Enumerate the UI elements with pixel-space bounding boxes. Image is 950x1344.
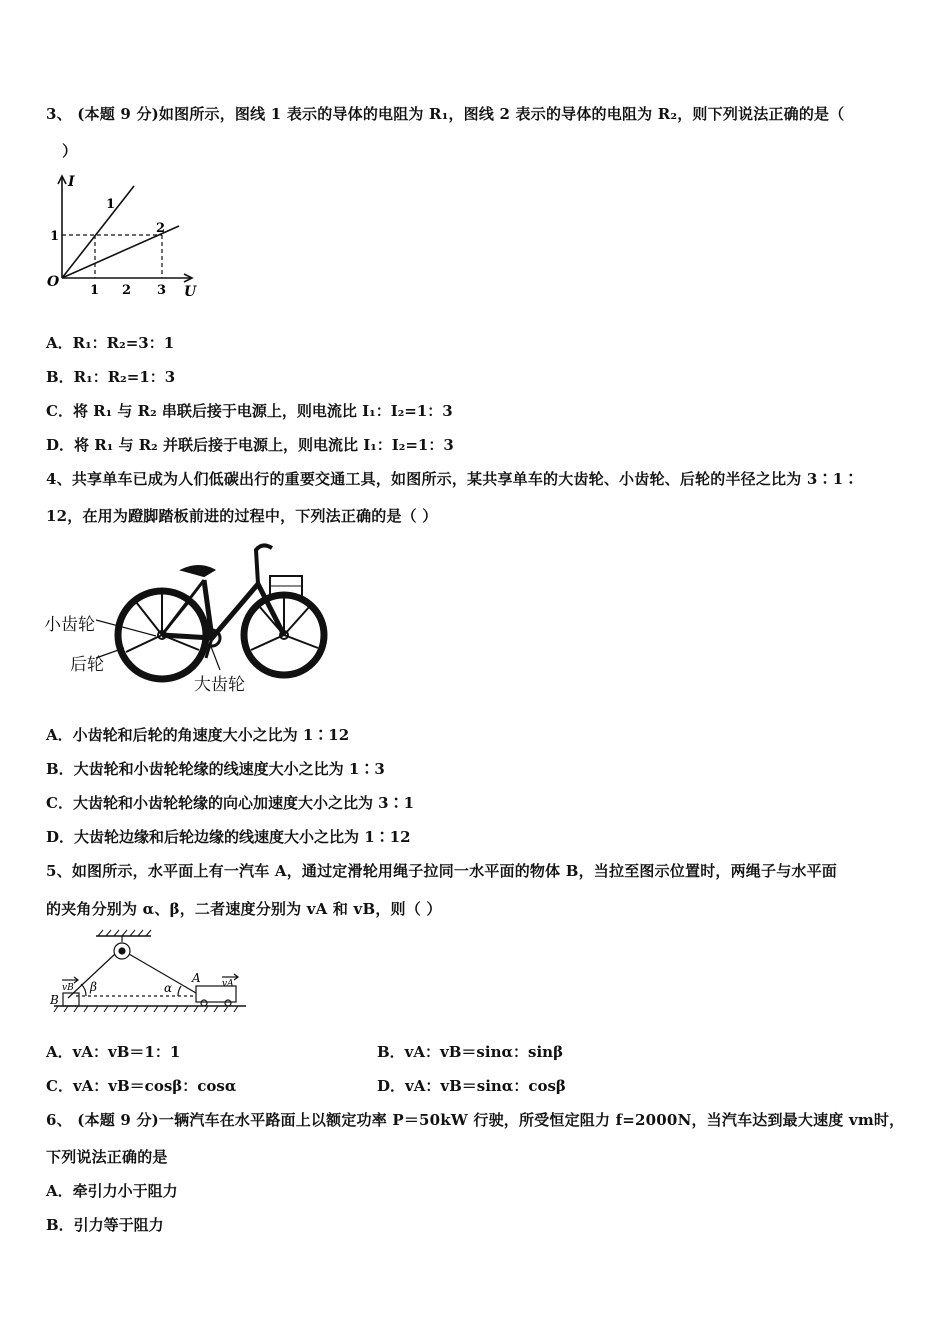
- label-small-gear: 小齿轮: [44, 615, 95, 635]
- label-big-gear: 大齿轮: [194, 675, 245, 695]
- x-tick-1: 1: [90, 283, 100, 298]
- q5-option-d[interactable]: D．vA：vB＝sinα：cosβ: [377, 1077, 566, 1095]
- q3-option-a[interactable]: A．R₁：R₂=3：1: [46, 334, 175, 352]
- q4-stem-line1: 4、共享单车已成为人们低碳出行的重要交通工具，如图所示，某共享单车的大齿轮、小齿轮、后轮的半径之比为 3∶1∶: [46, 470, 859, 488]
- line2-label: 2: [156, 221, 166, 236]
- y-axis-label: I: [68, 174, 75, 190]
- q6-stem-line1: 6、 (本题 9 分)一辆汽车在水平路面上以额定功率 P＝50kW 行驶，所受恒定阻力 f=2000N，当汽车达到最大速度 vm时，: [46, 1111, 905, 1129]
- label-beta: β: [90, 980, 97, 994]
- q4-stem-line2: 12，在用为蹬脚踏板前进的过程中，下列法正确的是（ ）: [46, 507, 438, 525]
- q3-option-c[interactable]: C．将 R₁ 与 R₂ 串联后接于电源上，则电流比 I₁：I₂=1：3: [46, 402, 453, 420]
- q5-option-b[interactable]: B．vA：vB＝sinα：sinβ: [377, 1043, 564, 1061]
- label-va: vA: [222, 979, 234, 989]
- q6-option-b[interactable]: B．引力等于阻力: [46, 1216, 164, 1234]
- q4-option-b[interactable]: B．大齿轮和小齿轮轮缘的线速度大小之比为 1∶3: [46, 760, 385, 778]
- q6-option-a[interactable]: A．牵引力小于阻力: [46, 1182, 178, 1200]
- q3-option-d[interactable]: D．将 R₁ 与 R₂ 并联后接于电源上，则电流比 I₁：I₂=1：3: [46, 436, 454, 454]
- line1-label: 1: [106, 197, 116, 212]
- q5-option-c[interactable]: C．vA：vB＝cosβ：cosα: [46, 1077, 237, 1095]
- y-tick-1: 1: [50, 229, 60, 244]
- q4-bicycle-figure: [44, 540, 334, 695]
- q4-option-d[interactable]: D．大齿轮边缘和后轮边缘的线速度大小之比为 1∶12: [46, 828, 411, 846]
- label-alpha: α: [164, 981, 173, 995]
- q3-stem-line1: 3、 (本题 9 分)如图所示，图线 1 表示的导体的电阻为 R₁，图线 2 表示的导体的电阻为 R₂，则下列说法正确的是（: [46, 105, 845, 123]
- q3-iu-graph: [44, 170, 204, 300]
- origin-label: O: [47, 274, 60, 290]
- x-tick-3: 3: [157, 283, 167, 298]
- q6-stem-line2: 下列说法正确的是: [46, 1148, 168, 1166]
- label-b: B: [50, 993, 59, 1007]
- label-a: A: [192, 971, 201, 985]
- q5-pulley-figure: [46, 928, 251, 1018]
- line-1: [62, 186, 134, 278]
- label-vb: vB: [62, 983, 74, 993]
- q5-stem-line1: 5、如图所示，水平面上有一汽车 A，通过定滑轮用绳子拉同一水平面的物体 B，当拉至图示位置时，两绳子与水平面: [46, 862, 838, 880]
- seat-icon: [182, 566, 214, 576]
- q5-stem-line2: 的夹角分别为 α、β，二者速度分别为 vA 和 vB，则（ ）: [46, 900, 442, 918]
- x-axis-label: U: [184, 284, 197, 300]
- q4-option-c[interactable]: C．大齿轮和小齿轮轮缘的向心加速度大小之比为 3∶1: [46, 794, 415, 812]
- x-tick-2: 2: [122, 283, 132, 298]
- q3-stem-line2: ）: [62, 142, 78, 160]
- q5-option-a[interactable]: A．vA：vB＝1：1: [46, 1043, 181, 1061]
- q4-option-a[interactable]: A．小齿轮和后轮的角速度大小之比为 1∶12: [46, 726, 350, 744]
- label-rear-wheel: 后轮: [70, 655, 104, 675]
- q3-option-b[interactable]: B．R₁：R₂=1：3: [46, 368, 176, 386]
